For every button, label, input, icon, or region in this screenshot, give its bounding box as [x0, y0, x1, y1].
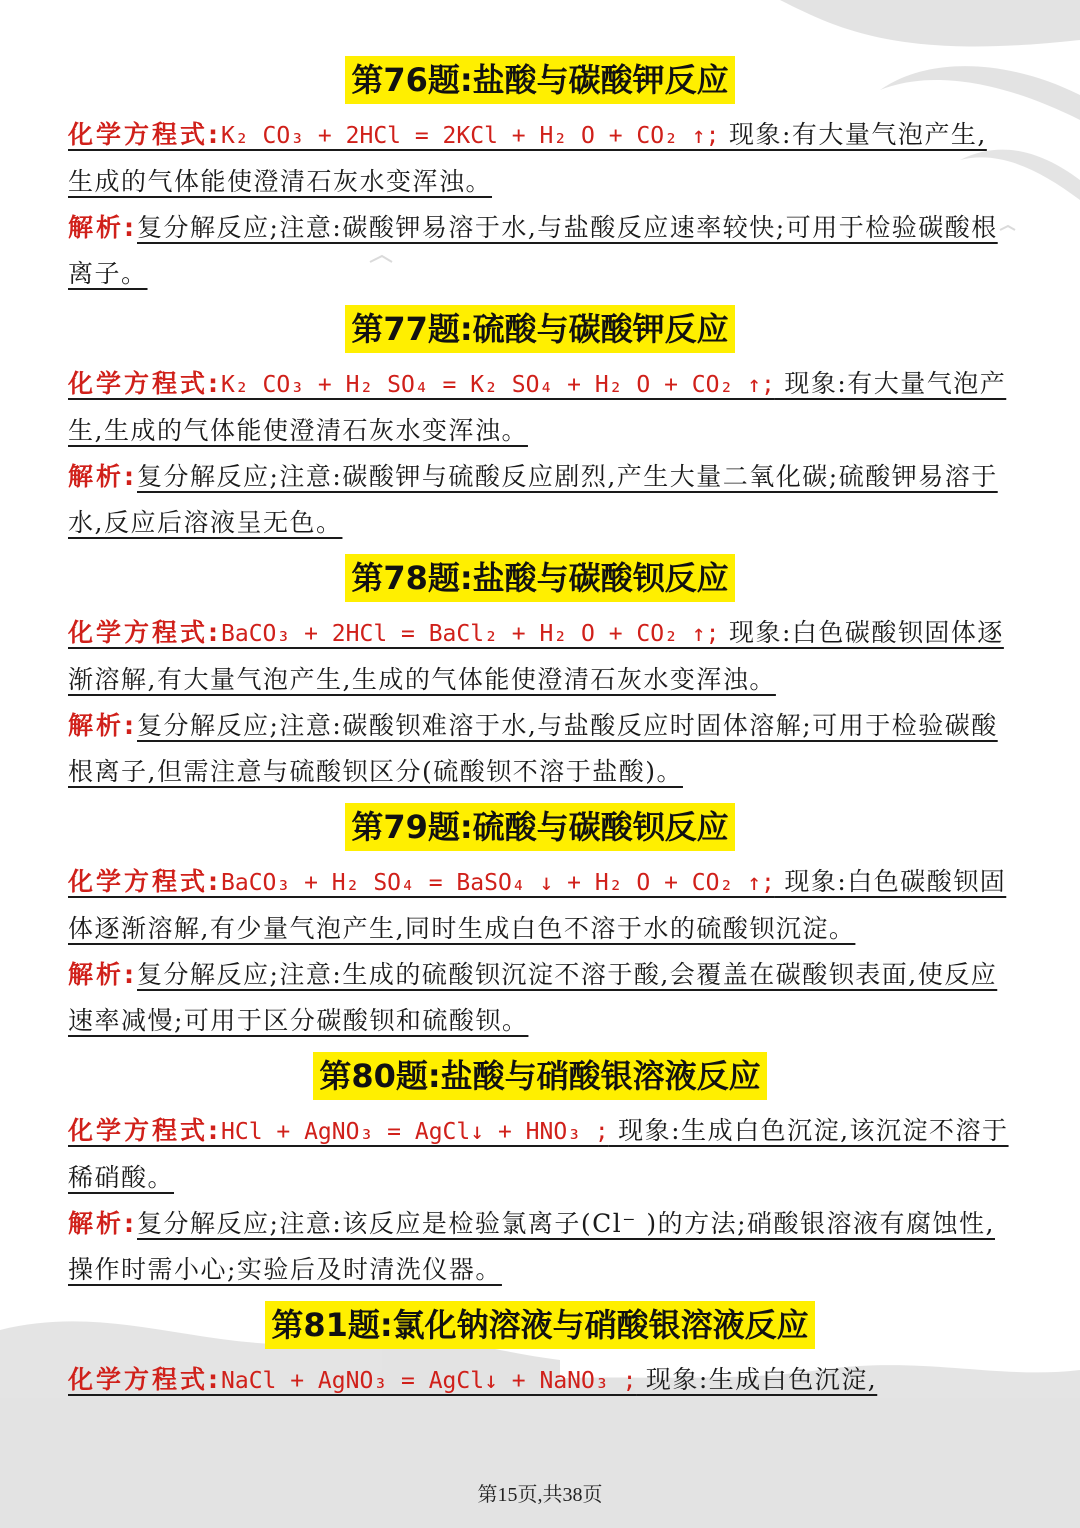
analysis-label: 解析: — [68, 1209, 137, 1238]
equation-label: 化学方程式: — [68, 1365, 221, 1394]
phenomenon-text: 现象:生成白色沉淀, — [636, 1365, 878, 1394]
chemical-equation: NaCl + AgNO₃ = AgCl↓ + NaNO₃ ; — [221, 1368, 637, 1394]
chemical-equation: K₂ CO₃ + H₂ SO₄ = K₂ SO₄ + H₂ O + CO₂ ↑; — [221, 372, 775, 398]
analysis-paragraph — [68, 205, 1012, 297]
question-block — [68, 305, 1012, 546]
analysis-text: 复分解反应;注意:碳酸钾与硫酸反应剧烈,产生大量二氧化碳;硫酸钾易溶于水,反应后溶液呈无色。 — [68, 462, 998, 537]
equation-paragraph — [68, 112, 1012, 205]
analysis-text: 复分解反应;注意:该反应是检验氯离子(Cl⁻ )的方法;硝酸银溶液有腐蚀性,操作时需小心;实验后及时清洗仪器。 — [68, 1209, 995, 1284]
equation-paragraph — [68, 1357, 1012, 1404]
analysis-text: 复分解反应;注意:生成的硫酸钡沉淀不溶于酸,会覆盖在碳酸钡表面,使反应速率减慢;可用于区分碳酸钡和硫酸钡。 — [68, 960, 998, 1035]
phenomenon-text: 现象:有大量气泡产生,生成的气体能使澄清石灰水变浑浊。 — [68, 120, 987, 196]
equation-paragraph — [68, 610, 1012, 703]
equation-paragraph — [68, 859, 1012, 952]
phenomenon-text: 现象:有大量气泡产生,生成的气体能使澄清石灰水变浑浊。 — [68, 369, 1007, 445]
question-title: 第77题:硫酸与碳酸钾反应 — [345, 305, 734, 353]
page-content — [68, 48, 1012, 1408]
analysis-label: 解析: — [68, 711, 137, 740]
phenomenon-text: 现象:白色碳酸钡固体逐渐溶解,有大量气泡产生,生成的气体能使澄清石灰水变浑浊。 — [68, 618, 1004, 694]
analysis-label: 解析: — [68, 462, 137, 491]
page-number-footer: 第15页,共38页 — [477, 1484, 603, 1506]
question-block — [68, 554, 1012, 795]
equation-paragraph — [68, 361, 1012, 454]
phenomenon-text: 现象:生成白色沉淀,该沉淀不溶于稀硝酸。 — [68, 1116, 1009, 1192]
analysis-paragraph — [68, 454, 1012, 546]
equation-label: 化学方程式: — [68, 120, 221, 149]
equation-label: 化学方程式: — [68, 867, 221, 896]
chemical-equation: K₂ CO₃ + 2HCl = 2KCl + H₂ O + CO₂ ↑; — [221, 123, 720, 149]
analysis-paragraph — [68, 703, 1012, 795]
equation-label: 化学方程式: — [68, 618, 221, 647]
analysis-paragraph — [68, 952, 1012, 1044]
analysis-label: 解析: — [68, 213, 137, 242]
phenomenon-text: 现象:白色碳酸钡固体逐渐溶解,有少量气泡产生,同时生成白色不溶于水的硫酸钡沉淀。 — [68, 867, 1007, 943]
chemical-equation: HCl + AgNO₃ = AgCl↓ + HNO₃ ; — [221, 1119, 609, 1145]
question-block — [68, 803, 1012, 1044]
analysis-text: 复分解反应;注意:碳酸钡难溶于水,与盐酸反应时固体溶解;可用于检验碳酸根离子,但需注意与硫酸钡区分(硫酸钡不溶于盐酸)。 — [68, 711, 998, 786]
analysis-paragraph — [68, 1201, 1012, 1293]
question-title: 第76题:盐酸与碳酸钾反应 — [345, 56, 734, 104]
question-title: 第81题:氯化钠溶液与硝酸银溶液反应 — [265, 1301, 814, 1349]
equation-label: 化学方程式: — [68, 1116, 221, 1145]
analysis-label: 解析: — [68, 960, 137, 989]
analysis-text: 复分解反应;注意:碳酸钾易溶于水,与盐酸反应速率较快;可用于检验碳酸根离子。 — [68, 213, 998, 288]
equation-label: 化学方程式: — [68, 369, 221, 398]
question-block — [68, 56, 1012, 297]
question-title: 第78题:盐酸与碳酸钡反应 — [345, 554, 734, 602]
chemical-equation: BaCO₃ + H₂ SO₄ = BaSO₄ ↓ + H₂ O + CO₂ ↑; — [221, 870, 775, 896]
chemical-equation: BaCO₃ + 2HCl = BaCl₂ + H₂ O + CO₂ ↑; — [221, 621, 720, 647]
question-title: 第80题:盐酸与硝酸银溶液反应 — [313, 1052, 766, 1100]
equation-paragraph — [68, 1108, 1012, 1201]
question-block — [68, 1052, 1012, 1293]
question-title: 第79题:硫酸与碳酸钡反应 — [345, 803, 734, 851]
question-block — [68, 1301, 1012, 1404]
